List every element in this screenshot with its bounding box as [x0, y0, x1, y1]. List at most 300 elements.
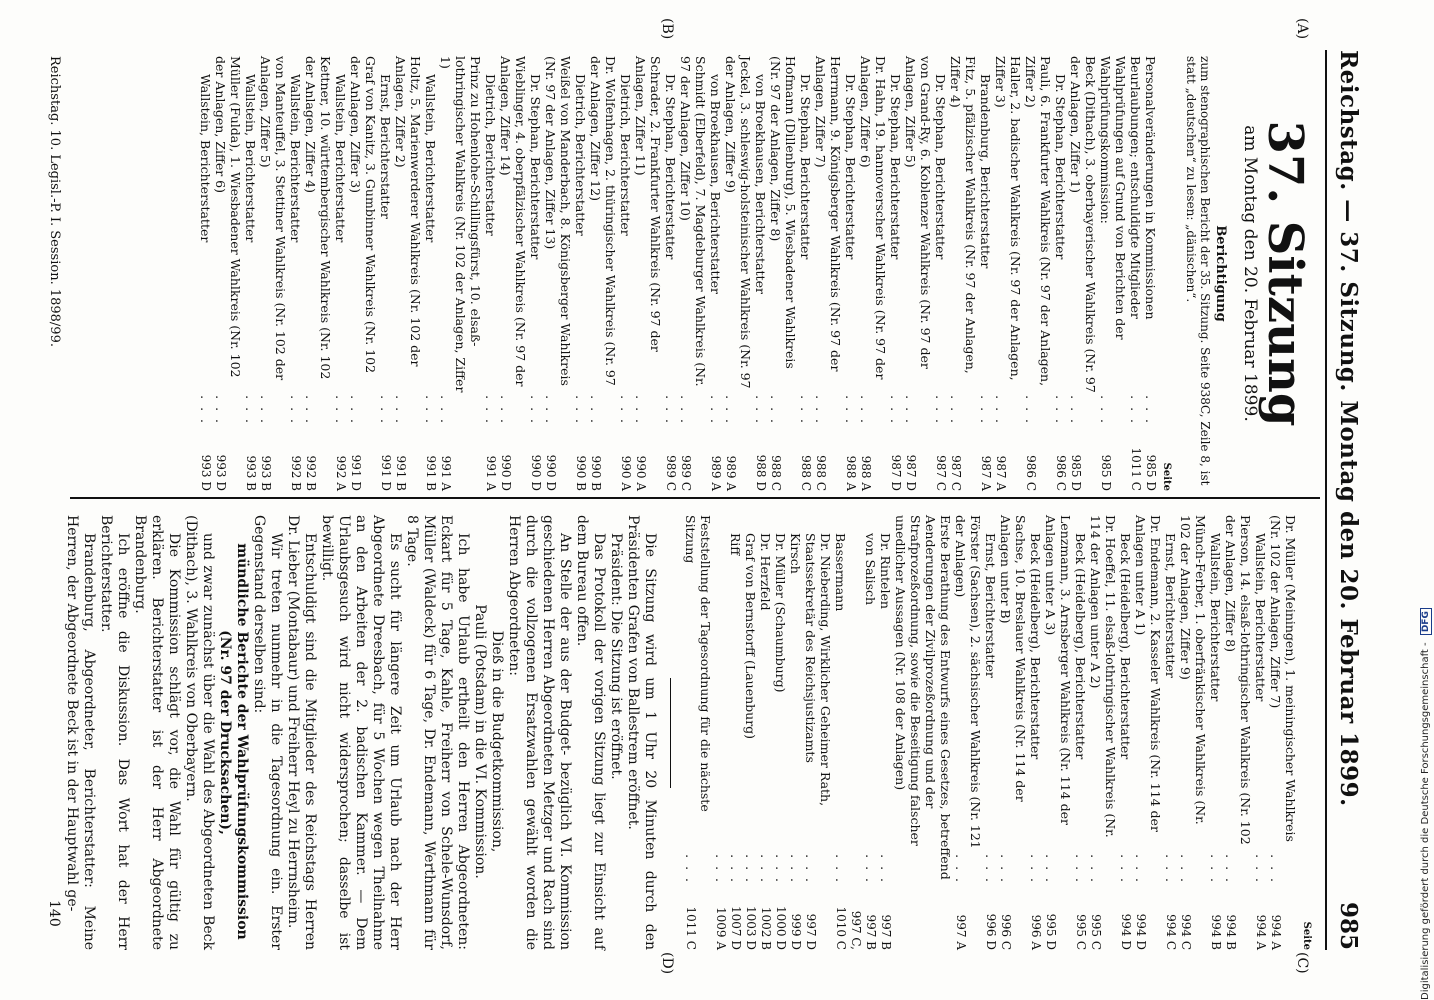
page-header: [1322, 50, 1362, 950]
toc-entry-text: Wallstein, Berichterstatter: [243, 74, 258, 243]
toc-entry-page: 989 A: [709, 455, 723, 491]
toc-entry: [1088, 515, 1118, 950]
footer-publication: Reichstag. 10. Legisl.-P. I. Session. 1898/99.: [47, 56, 62, 347]
toc-entry-page: 992 B: [289, 455, 303, 491]
toc-entry: [1223, 515, 1253, 950]
toc-leader-dots: . . .: [1268, 854, 1283, 884]
toc-entry-text: von Broekhausen, Berichterstatter: [708, 74, 723, 294]
body-paragraph: Präsident: Die Sitzung ist eröffnet.: [608, 533, 624, 780]
toc-leader-dots: . . .: [728, 854, 743, 884]
toc-entry-page: 988 D: [754, 454, 768, 491]
toc-leader-dots: . . .: [1073, 854, 1088, 884]
toc-entry-page: 987 C: [934, 455, 948, 491]
toc-leader-dots: . . .: [1133, 854, 1148, 884]
toc-entry: [573, 56, 588, 491]
toc-leader-dots: . . .: [1043, 854, 1058, 884]
correction-text: zum stenographischen Bericht der 35. Sitzung. Seite 938C, Zeile 8, ist statt „deutschen“ zu lesen: „dänischen“.: [1184, 56, 1212, 486]
toc-entry-text: Beck (Heidelberg), Berichterstatter: [1028, 533, 1043, 760]
toc-entry-page: 989 C: [679, 455, 693, 491]
toc-leader-dots: . . .: [933, 395, 948, 425]
margin-mark-a: (A): [1294, 18, 1310, 40]
toc-entry-text: Weißel von Manderbach, 8. Königsberger Wahlkreis (Nr. 97 der Anlagen, Ziffer 13): [543, 56, 573, 386]
toc-entry-text: von Grand-Ry, 6. Koblenzer Wahlkreis (Nr. 97 der Anlagen, Ziffer 5): [903, 56, 933, 369]
toc-entry-page: 994 D: [1134, 913, 1148, 950]
toc-entry-page: 987 D: [904, 454, 918, 491]
toc-entry-text: Förster (Sachsen), 2. sächsischer Wahlkreis (Nr. 121 der Anlagen): [953, 515, 983, 849]
body-paragraph: Die Kommission schlägt vor, die Wahl für gültig zu erklären. Berichterstatter ist der Herr Abgeordnete Brandenburg.: [132, 515, 182, 950]
toc-entry-text: Kirsch: [788, 533, 803, 574]
toc-leader-dots: . . .: [498, 395, 513, 425]
toc-leader-dots: . . .: [303, 395, 318, 425]
toc-entry-text: Dr. Müller (Schaumburg): [773, 533, 788, 693]
toc-entry-page: 991 A: [484, 455, 498, 491]
body-paragraph: Ich habe Urlaub ertheilt den Herren Abgeordneten: Eckart für 5 Tage, Kahle, Freiherr von Schele-Wunsdorf, Müller (Waldeck) für 6 Tage, Dr. Endemann, Werthmann für 8 Tage.: [404, 515, 471, 950]
toc-leader-dots: . . .: [393, 395, 408, 425]
toc-leader-dots: . . .: [1253, 854, 1268, 884]
toc-entry-page: 988 C: [769, 455, 783, 491]
toc-entry: [858, 56, 888, 491]
toc-leader-dots: . . .: [723, 395, 738, 425]
header-rule: [1325, 50, 1327, 950]
toc-leader-dots: . . .: [1223, 854, 1238, 884]
toc-entry-text: Ernst, Berichterstatter: [983, 533, 998, 678]
toc-leader-dots: . . .: [813, 395, 828, 425]
toc-entry: [743, 515, 758, 950]
toc-entry-page: 997 C, 1010 C: [834, 906, 863, 950]
toc-leader-dots: . . .: [1208, 854, 1223, 884]
right-column: [63, 515, 1314, 950]
toc-entry-text: Jeckel, 3. schleswig-holsteinischer Wahlkreis (Nr. 97 der Anlagen, Ziffer 9): [723, 56, 753, 389]
toc-leader-dots: . . .: [708, 395, 723, 425]
toc-entry-page: 994 C: [1164, 914, 1178, 950]
toc-entry-text: Beck (Heidelberg), Berichterstatter: [1118, 533, 1133, 760]
toc-entry-page: 989 A: [724, 455, 738, 491]
toc-entry-text: Dr. Endemann, 2. Kasseler Wahlkreis (Nr. 114 der Anlagen unter A 1): [1133, 515, 1163, 832]
toc-entry: [1253, 515, 1268, 950]
toc-entry-text: Graf von Kanitz, 3. Gumbinner Wahlkreis (Nr. 102 der Anlagen, Ziffer 3): [348, 56, 378, 374]
toc-leader-dots: . . .: [438, 395, 453, 425]
toc-entry-text: Herrmann, 9. Königsberger Wahlkreis (Nr. 97 der Anlagen, Ziffer 7): [813, 56, 843, 372]
toc-leader-dots: . . .: [1118, 854, 1133, 884]
toc-entry-text: Münch-Ferber, 1. oberfränkischer Wahlkreis (Nr. 102 der Anlagen, Ziffer 9): [1178, 515, 1208, 825]
toc-entry-page: 1002 B: [759, 906, 773, 950]
toc-leader-dots: . . .: [423, 395, 438, 425]
toc-entry-text: Wallstein, Berichterstatter: [1253, 533, 1268, 702]
toc-entry-page: 990 D: [529, 454, 543, 491]
toc-leader-dots: . . .: [483, 395, 498, 425]
toc-leader-dots: . . .: [288, 395, 303, 425]
toc-entry-page: 990 A: [619, 455, 633, 491]
toc-entry-text: Ernst, Berichterstatter: [378, 74, 393, 219]
toc-entry: [1268, 515, 1298, 950]
left-column: [198, 56, 1314, 491]
toc-leader-dots: . . .: [633, 395, 648, 425]
toc-entry: [753, 56, 768, 491]
toc-entry: [633, 56, 663, 491]
toc-entry-page: 985 D: [1144, 454, 1158, 491]
toc-leader-dots: . . .: [378, 395, 393, 425]
toc-entry: [483, 56, 498, 491]
toc-entry: [1133, 515, 1163, 950]
toc-entry: [953, 515, 983, 950]
toc-entry-text: Erste Berathung des Entwurfs eines Gesetzes, betreffend Aenderungen der Zivilprozeßordnung und der Strafprozeßordnung, sowie die Beseitigung falscher unedlicher Aussagen (Nr. 108 der Anlagen): [893, 515, 953, 880]
toc-entry: [303, 56, 333, 491]
body-paragraph: Brandenburg, Abgeordneter, Berichterstatter: Meine Herren, der Abgeordnete Beck ist in der Hauptwahl ge-: [64, 515, 97, 950]
toc-leader-dots: . . .: [798, 395, 813, 425]
session-date: am Montag den 20. Februar 1899.: [1240, 125, 1260, 422]
toc-entry-page: 992 A: [334, 455, 348, 491]
toc-entry-text: Brandenburg, Berichterstatter: [978, 74, 993, 269]
body-paragraph: Das Protokoll der vorigen Sitzung liegt zur Einsicht auf dem Bureau offen.: [574, 515, 607, 950]
body-paragraph: Entschuldigt sind die Mitglieder des Reichstags Herren Dr. Lieber (Montabaur) und Freiherr Heyl zu Herrnsheim.: [285, 515, 318, 950]
toc-entry-page: 995 C: [1074, 914, 1088, 950]
toc-entry: [993, 56, 1023, 491]
toc-leader-dots: . . .: [743, 854, 758, 884]
toc-entry: [878, 515, 893, 950]
digitization-note: [1420, 608, 1432, 1000]
toc-entry: [983, 515, 998, 950]
toc-entry: [723, 56, 753, 491]
toc-entry-page: 999 D: [789, 913, 803, 950]
running-title: Reichstag. — 37. Sitzung. Montag den 20. Februar 1899.: [1335, 50, 1362, 807]
toc-entry-page: 991 D: [349, 454, 363, 491]
toc-leader-dots: . . .: [588, 395, 603, 425]
toc-entry-page: 988 C: [799, 455, 813, 491]
toc-leader-dots: . . .: [198, 395, 213, 425]
toc-entry-text: Dietrich, Berichterstatter: [483, 74, 498, 236]
toc-entry-text: Dietrich, Berichterstatter: [618, 74, 633, 236]
toc-leader-dots: . . .: [833, 854, 848, 884]
toc-entry: [713, 515, 728, 950]
toc-entry-page: 990 B: [589, 455, 603, 491]
toc-leader-dots: . . .: [753, 395, 768, 425]
toc-leader-dots: . . .: [903, 395, 918, 425]
toc-leader-dots: . . .: [333, 395, 348, 425]
toc-entry-text: Dr. Stephan, Berichterstatter: [528, 74, 543, 260]
toc-leader-dots: . . .: [1053, 395, 1068, 425]
toc-entry-text: Graf von Bernstorff (Lauenburg): [743, 533, 758, 740]
toc-entry: [893, 515, 953, 950]
toc-leader-dots: . . .: [573, 395, 588, 425]
toc-entry: [1043, 515, 1073, 950]
toc-entry-page: 990 A: [634, 455, 648, 491]
margin-mark-d: (D): [659, 952, 675, 975]
toc-entry-page: 996 C: [999, 914, 1013, 950]
toc-entry-text: von Salisch: [863, 533, 878, 606]
toc-leader-dots: . . .: [1023, 395, 1038, 425]
toc-leader-dots: . . .: [983, 854, 998, 884]
toc-entry: [1163, 515, 1178, 950]
toc-entry: [1068, 56, 1098, 491]
toc-entry: [198, 56, 213, 491]
toc-entry: [833, 515, 863, 950]
toc-leader-dots: . . .: [528, 395, 543, 425]
toc-leader-dots: . . .: [1143, 395, 1158, 425]
toc-entry: [1208, 515, 1223, 950]
toc-entry: [423, 56, 438, 491]
margin-mark-c: (C): [1294, 952, 1310, 974]
toc-leader-dots: . . .: [678, 395, 693, 425]
toc-entry-page: 987 A: [979, 455, 993, 491]
toc-leader-dots: . . .: [258, 395, 273, 425]
toc-entry: [663, 56, 678, 491]
toc-leader-dots: . . .: [978, 395, 993, 425]
toc-entry: [768, 56, 798, 491]
toc-entry-page: 994 A: [1269, 914, 1283, 950]
toc-leader-dots: . . .: [758, 854, 773, 884]
toc-entry-page: 992 B: [304, 455, 318, 491]
toc-leader-dots: . . .: [858, 395, 873, 425]
toc-entry-text: Dr. Herzfeld: [758, 533, 773, 611]
toc-entry-text: Pierson, 14. elsaß-lothringischer Wahlkreis (Nr. 102 der Anlagen, Ziffer 8): [1223, 515, 1253, 845]
toc-entry-text: Müller (Fulda), 1. Wiesbadener Wahlkreis (Nr. 102 der Anlagen, Ziffer 6): [213, 56, 243, 378]
toc-entry: [288, 56, 303, 491]
toc-entry-text: Dr. Müller (Meiningen), 1. meiningischer Wahlkreis (Nr. 102 der Anlagen, Ziffer 7): [1268, 515, 1298, 842]
session-number: 37. Sitzung: [1257, 120, 1313, 427]
toc-entry-text: Fitz, 5. pfälzischer Wahlkreis (Nr. 97 der Anlagen, Ziffer 4): [948, 56, 978, 374]
toc-entry-page: 986 C: [1054, 455, 1068, 491]
body-paragraph: und zwar zunächst über die Wahl des Abgeordneten Beck (Dithach), 3. Wahlkreis von Oberbayern.: [183, 515, 216, 950]
toc-entry: [528, 56, 543, 491]
toc-entry: [1128, 56, 1143, 491]
toc-entry: [758, 515, 773, 950]
body-paragraph: mündliche Berichte der Wahlprüfungskommission (Nr. 97 der Drucksachen),: [217, 543, 250, 940]
toc-leader-dots: . . .: [243, 395, 258, 425]
toc-entry: [678, 56, 708, 491]
toc-entry-text: Wallstein, Berichterstatter: [423, 74, 438, 243]
toc-entry-text: Feststellung der Tagesordnung für die nächste Sitzung: [683, 515, 713, 812]
toc-entry-page: 995 D: [1044, 913, 1058, 950]
toc-entry-page: 1000 D: [774, 906, 788, 950]
toc-entry-page: 994 D: [1119, 913, 1133, 950]
toc-entry-page: 987 A: [994, 455, 1008, 491]
toc-entry-text: Holtz, 5. Marienwerderer Wahlkreis (Nr. 102 der Anlagen, Ziffer 2): [393, 56, 423, 367]
seite-label: Seite: [1161, 462, 1172, 491]
toc-entry-page: 988 A: [844, 455, 858, 491]
toc-entry: [888, 56, 903, 491]
toc-leader-dots: . . .: [618, 395, 633, 425]
table-of-contents-left: [198, 56, 1158, 491]
toc-leader-dots: . . .: [1163, 854, 1178, 884]
toc-entry: [1098, 56, 1128, 491]
toc-entry-page: 989 C: [664, 455, 678, 491]
toc-entry: [393, 56, 423, 491]
toc-entry-page: 1011 C: [1129, 447, 1143, 491]
toc-leader-dots: . . .: [878, 854, 893, 884]
toc-entry: [903, 56, 933, 491]
correction-title: Berichtigung: [1213, 225, 1228, 322]
toc-leader-dots: . . .: [998, 854, 1013, 884]
toc-leader-dots: . . .: [1068, 395, 1083, 425]
toc-entry-page: 997 B: [864, 914, 878, 950]
toc-entry-text: Dr. Stephan, Berichterstatter: [888, 74, 903, 260]
toc-entry-text: Wieblinger, 4. oberpfälzischer Wahlkreis (Nr. 97 der Anlagen, Ziffer 14): [498, 56, 528, 387]
toc-entry-page: 993 B: [259, 455, 273, 491]
toc-entry-page: 1003 D: [744, 906, 758, 950]
toc-entry-text: Kettner, 10. württembergischer Wahlkreis (Nr. 102 der Anlagen, Ziffer 4): [303, 56, 333, 380]
toc-entry-page: 995 C: [1089, 914, 1103, 950]
toc-entry: [588, 56, 618, 491]
toc-entry-page: 997 D: [804, 913, 818, 950]
toc-leader-dots: . . .: [788, 854, 803, 884]
toc-entry-page: 987 D: [889, 454, 903, 491]
toc-leader-dots: . . .: [768, 395, 783, 425]
toc-leader-dots: . . .: [683, 854, 698, 884]
toc-entry: [333, 56, 348, 491]
toc-entry-page: 988 C: [814, 455, 828, 491]
sheet-number: 140: [46, 900, 62, 927]
toc-leader-dots: . . .: [1178, 854, 1193, 884]
toc-entry: [728, 515, 743, 950]
table-of-contents-right: [683, 515, 1298, 950]
toc-entry: [348, 56, 378, 491]
toc-leader-dots: . . .: [1028, 854, 1043, 884]
toc-leader-dots: . . .: [1088, 854, 1103, 884]
toc-leader-dots: . . .: [993, 395, 1008, 425]
seite-label-right: Seite: [1301, 921, 1312, 950]
toc-entry-page: 993 B: [244, 455, 258, 491]
toc-entry-text: Lenzmann, 3. Arnsberger Wahlkreis (Nr. 114 der Anlagen unter A 3): [1043, 515, 1073, 825]
toc-leader-dots: . . .: [948, 395, 963, 425]
toc-entry-text: Dr. Rintelen: [878, 533, 893, 609]
toc-entry-page: 985 D: [1099, 454, 1113, 491]
toc-entry-page: 990 D: [499, 454, 513, 491]
toc-entry: [933, 56, 948, 491]
toc-entry: [1178, 515, 1208, 950]
toc-entry-text: Personalveränderungen in Kommissionen: [1143, 56, 1158, 320]
toc-entry: [543, 56, 573, 491]
toc-entry-page: 994 A: [1254, 914, 1268, 950]
toc-entry: [998, 515, 1028, 950]
toc-entry-text: Schmidt (Elberfeld), 7. Magdeburger Wahlkreis (Nr. 97 der Anlagen, Ziffer 10): [678, 56, 708, 387]
toc-entry-text: Prinz zu Hohenlohe-Schillingsfürst, 10. elsaß-lothringischer Wahlkreis (Nr. 102 der Anlagen, Ziffer 1): [438, 56, 483, 393]
toc-entry-page: 1011 C: [684, 906, 698, 950]
toc-entry: [708, 56, 723, 491]
toc-entry: [1053, 56, 1068, 491]
toc-entry: [683, 515, 713, 950]
toc-entry: [1073, 515, 1088, 950]
page-number: 985: [1335, 901, 1362, 950]
toc-entry-text: Riff: [728, 533, 743, 556]
toc-leader-dots: . . .: [1098, 395, 1113, 425]
toc-entry-text: Wallstein, Berichterstatter: [288, 74, 303, 243]
toc-entry-page: 991 B: [394, 455, 408, 491]
body-paragraph: Dieß in die Budgetkommission,: [489, 630, 505, 853]
body-paragraph: An Stelle der aus der Budget- bezüglich VI. Kommission geschiedenen Herren Abgeordneten Metzger und Rach sind durch die vollzogenen Ersatzwahlen gewählt worden die Herren Abgeordneten:: [506, 515, 573, 950]
toc-entry-text: Dr. Stephan, Berichterstatter: [1053, 74, 1068, 260]
body-paragraph: Es sucht für längere Zeit um Urlaub nach der Herr Abgeordnete Dreesbach, für 5 Wochen wegen Theilnahme an den Arbeiten der 2. badischen Kammer. — Dem Urlaubsgesuch wird nicht widersprochen; dasselbe ist bewilligt.: [319, 515, 403, 950]
toc-entry-page: 990 D: [544, 454, 558, 491]
toc-entry-text: Wallstein, Berichterstatter: [198, 74, 213, 243]
toc-entry-text: Beurlaubungen; entschuldigte Mitglieder: [1128, 56, 1143, 319]
toc-entry: [813, 56, 843, 491]
toc-entry: [243, 56, 258, 491]
toc-entry-page: 994 B: [1209, 914, 1223, 950]
toc-leader-dots: . . .: [953, 854, 968, 884]
margin-mark-b: (B): [659, 18, 675, 40]
toc-leader-dots: . . .: [888, 395, 903, 425]
toc-entry-text: von Manteuffel, 3. Stettiner Wahlkreis (Nr. 102 der Anlagen, Ziffer 5): [258, 56, 288, 381]
body-paragraph: Pauli (Potsdam) in die VI. Kommission.: [472, 604, 488, 879]
toc-entry: [618, 56, 633, 491]
toc-entry-page: 997 A: [954, 914, 968, 950]
toc-entry-text: Dr. Stephan, Berichterstatter: [933, 74, 948, 260]
toc-entry-page: 991 D: [379, 454, 393, 491]
toc-leader-dots: . . .: [543, 395, 558, 425]
toc-entry: [438, 56, 483, 491]
toc-entry-text: Schrader, 2. Frankfurter Wahlkreis (Nr. 97 der Anlagen, Ziffer 11): [633, 56, 663, 352]
toc-entry-page: 994 B: [1224, 914, 1238, 950]
toc-entry-text: Hofmann (Dillenburg), 5. Wiesbadener Wahlkreis (Nr. 97 der Anlagen, Ziffer 8): [768, 56, 798, 369]
toc-leader-dots: . . .: [863, 854, 878, 884]
toc-entry-text: Dr. Stephan, Berichterstatter: [663, 74, 678, 260]
toc-entry-text: Dr. Wolfenhagen, 2. thüringischer Wahlkreis (Nr. 97 der Anlagen, Ziffer 12): [588, 56, 618, 386]
toc-entry-page: 991 A: [439, 455, 453, 491]
toc-entry-page: 990 B: [574, 455, 588, 491]
toc-entry-text: Wallstein, Berichterstatter: [1208, 533, 1223, 702]
column-divider: [70, 497, 1320, 499]
toc-entry-text: von Broekhausen, Berichterstatter: [753, 74, 768, 294]
toc-entry-text: Dr. Stephan, Berichterstatter: [798, 74, 813, 260]
toc-leader-dots: . . .: [803, 854, 818, 884]
toc-entry: [798, 56, 813, 491]
session-body-text: [63, 515, 658, 950]
toc-leader-dots: . . .: [713, 854, 728, 884]
toc-entry-page: 991 B: [424, 455, 438, 491]
toc-entry: [1143, 56, 1158, 491]
body-paragraph: Wir treten nunmehr in die Tagesordnung ein. Erster Gegenstand derselben sind:: [251, 515, 284, 950]
toc-entry-text: Sachse, 10. Breslauer Wahlkreis (Nr. 114 der Anlagen unter B): [998, 515, 1028, 802]
toc-entry-page: 996 D: [984, 913, 998, 950]
toc-entry-text: Wahlprüfungen auf Grund von Berichten der Wahlprüfungskommission:: [1098, 56, 1128, 340]
toc-entry: [863, 515, 878, 950]
toc-entry: [948, 56, 978, 491]
toc-leader-dots: . . .: [773, 854, 788, 884]
toc-entry-text: Dr. Nieberding, Wirklicher Geheimer Rath, Staatssekretär des Reichsjustizamts: [803, 533, 833, 807]
toc-entry: [1118, 515, 1133, 950]
toc-entry-text: Haller, 2. badischer Wahlkreis (Nr. 97 der Anlagen, Ziffer 3): [993, 56, 1023, 381]
toc-leader-dots: . . .: [348, 395, 363, 425]
toc-entry-text: Bassermann: [833, 533, 848, 612]
toc-entry-text: Dr. Hahn, 19. hannoverscher Wahlkreis (Nr. 97 der Anlagen, Ziffer 6): [858, 56, 888, 380]
toc-entry: [498, 56, 528, 491]
toc-entry-text: Beck (Heidelberg), Berichterstatter: [1073, 533, 1088, 760]
toc-entry: [1028, 515, 1043, 950]
dfg-logo: DFG: [1420, 608, 1432, 635]
body-paragraph: Die Sitzung wird um 1 Uhr 20 Minuten durch den Präsidenten Grafen von Ballestrem eröffnet.: [625, 515, 658, 950]
digitization-note-text: Digitalisierung gefördert durch die Deutsche Forschungsgemeinschaft -: [1420, 642, 1431, 1000]
toc-entry-text: Wallstein, Berichterstatter: [333, 74, 348, 243]
toc-entry-page: 1007 D: [729, 906, 743, 950]
toc-entry: [773, 515, 788, 950]
toc-entry-page: 997 B: [879, 914, 893, 950]
toc-entry-page: 994 C: [1179, 914, 1193, 950]
toc-entry-text: Pauli, 6. Frankfurter Wahlkreis (Nr. 97 der Anlagen, Ziffer 2): [1023, 56, 1053, 387]
toc-entry-page: 988 A: [859, 455, 873, 491]
toc-entry-page: 993 D: [199, 454, 213, 491]
toc-entry-text: Dr. Hoeffel, 11. elsaß-lothringischer Wahlkreis (Nr. 114 der Anlagen unter A 2): [1088, 515, 1118, 838]
toc-entry-page: 996 A: [1029, 914, 1043, 950]
toc-leader-dots: . . .: [213, 395, 228, 425]
toc-entry: [258, 56, 288, 491]
toc-entry-page: 1009 A: [714, 906, 728, 950]
toc-entry-page: 993 D: [214, 454, 228, 491]
toc-entry: [843, 56, 858, 491]
toc-leader-dots: . . .: [1128, 395, 1143, 425]
toc-entry: [213, 56, 243, 491]
toc-entry-page: 985 D: [1069, 454, 1083, 491]
toc-entry-text: Dietrich, Berichterstatter: [573, 74, 588, 236]
